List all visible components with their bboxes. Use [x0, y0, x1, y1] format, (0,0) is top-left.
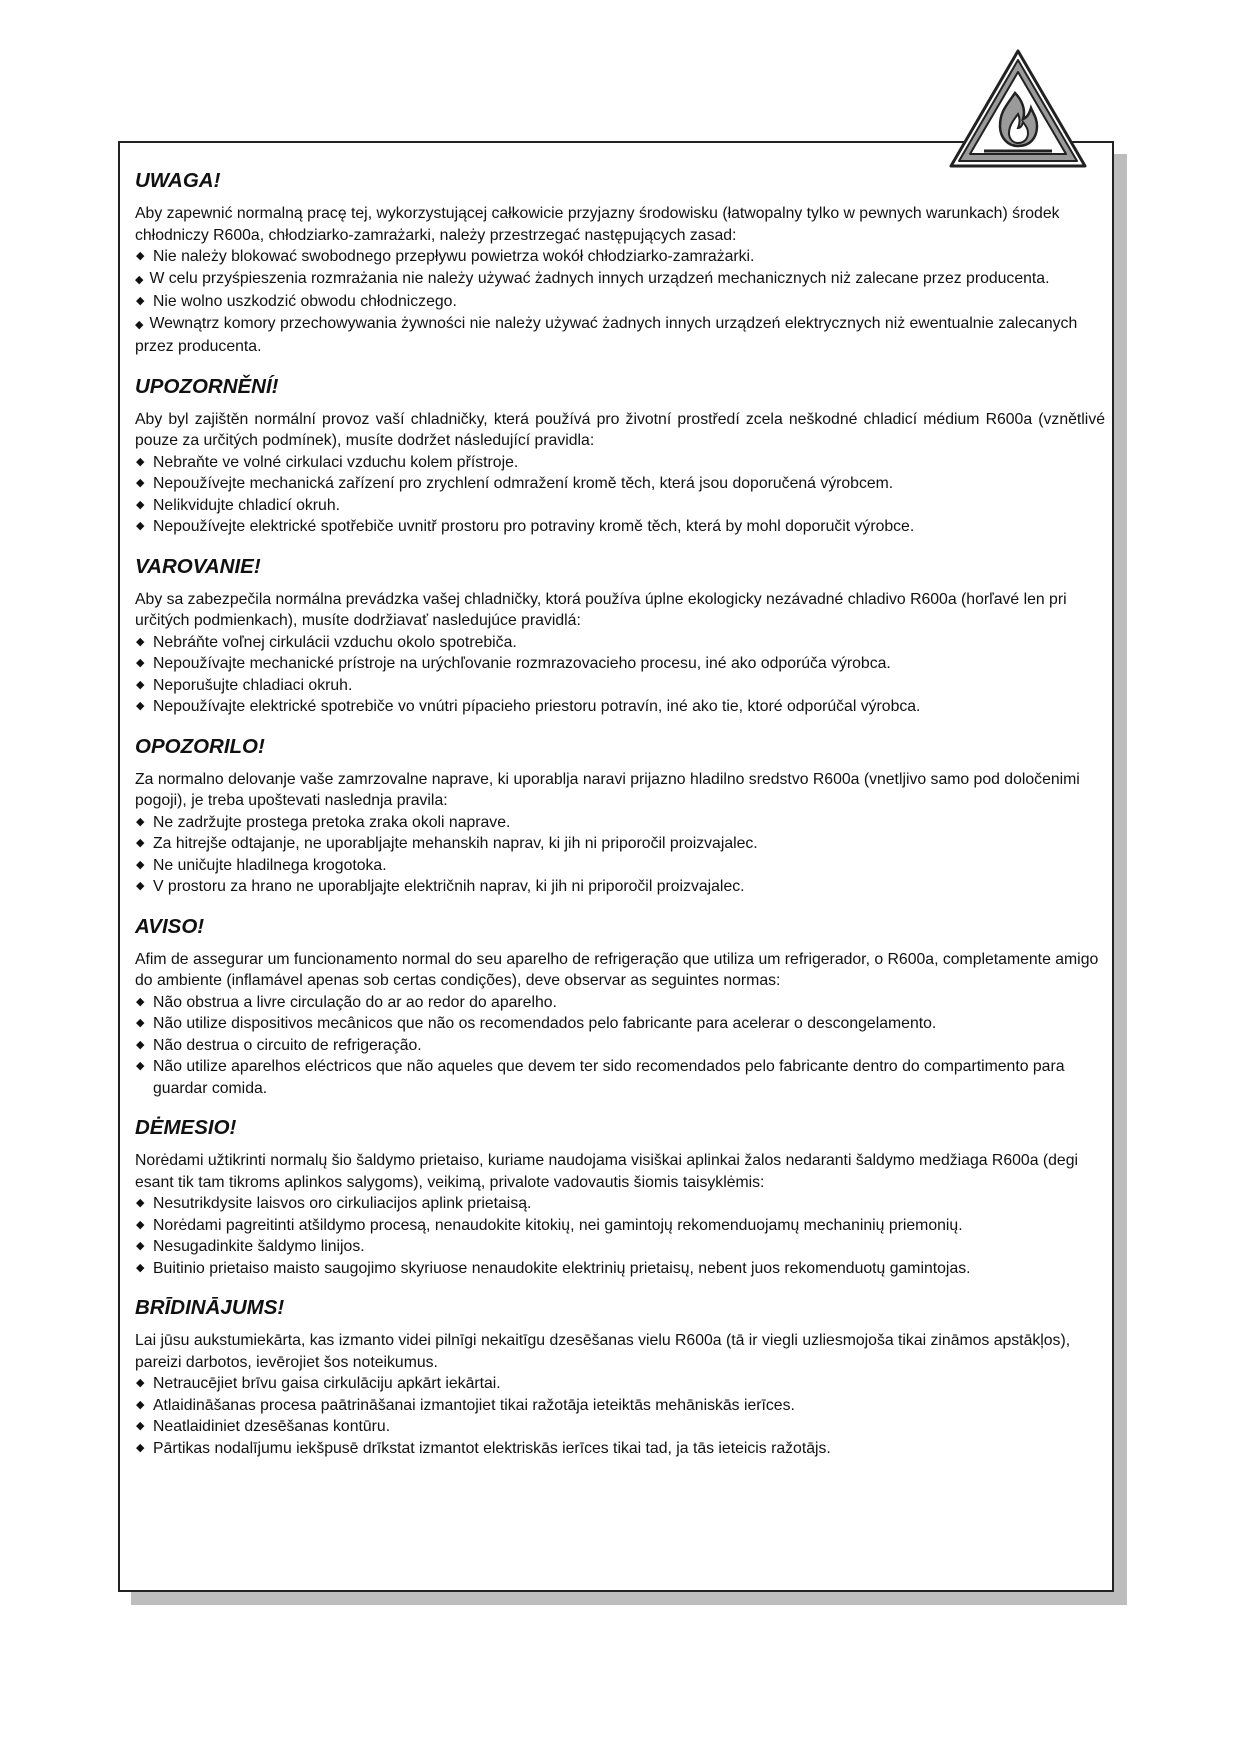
bullet-icon: ◆ [136, 1197, 145, 1209]
bullet-icon: ◆ [136, 520, 145, 532]
bullet-icon: ◆ [136, 837, 145, 849]
bullet-icon: ◆ [135, 273, 144, 286]
list-item: ◆ Nepoužívajte elektrické spotrebiče vo vnútri pípacieho priestoru potravín, iné ako tie, ktoré odporúčal výrobca. [135, 696, 1105, 718]
list-item: ◆ Buitinio prietaiso maisto saugojimo skyriuose nenaudokite elektrinių prietaisų, nebent juos rekomenduotų gamintojas. [135, 1258, 1105, 1280]
bullet-list [135, 812, 1105, 898]
list-item: ◆ Nesutrikdysite laisvos oro cirkuliacijos aplink prietaisą. [135, 1193, 1105, 1215]
list-item: ◆ Não utilize dispositivos mecânicos que não os recomendados pelo fabricante para acelerar o descongelamento. [135, 1013, 1105, 1035]
bullet-list [135, 632, 1105, 718]
bullet-icon: ◆ [135, 318, 144, 331]
section-intro: Za normalno delovanje vaše zamrzovalne naprave, ki uporablja naravi prijazno hladilno sredstvo R600a (vnetljivo samo pod določenimi pogoji), je treba upoštevati naslednja pravila: [135, 770, 1080, 809]
bullet-icon: ◆ [136, 1240, 145, 1252]
list-item: ◆ Za hitrejše odtajanje, ne uporabljajte mehanskih naprav, ki jih ni priporočil proizvajalec. [135, 833, 1105, 855]
bullet-icon: ◆ [136, 1441, 145, 1454]
section-title: OPOZORILO! [135, 734, 265, 758]
section-title: UWAGA! [135, 169, 221, 192]
bullet-icon: ◆ [136, 815, 145, 828]
list-item: ◆ Netraucējiet brīvu gaisa cirkulāciju apkārt iekārtai. [135, 1373, 1105, 1395]
section-intro: Norėdami užtikrinti normalų šio šaldymo prietaiso, kuriame naudojama visiškai aplinkai žalos nedaranti šaldymo medžiaga R600a (degi esant tik tam tikroms aplinkos salygoms), veikimą, privalote vadovautis šiomis taisyklėmis: [135, 1152, 1079, 1191]
list-item: ◆ W celu przyśpieszenia rozmrażania nie należy używać żadnych innych urządzeń mechanicznych niż zalecane przez producenta. [135, 269, 1050, 287]
list-item: ◆ Atlaidināšanas procesa paātrināšanai izmantojiet tikai ražotāja ieteiktās mehāniskās ierīces. [135, 1395, 1105, 1417]
bullet-icon: ◆ [136, 1017, 145, 1029]
bullet-icon: ◆ [136, 995, 145, 1008]
content [135, 168, 1105, 1475]
list-item: ◆ Nepoužívejte mechanická zařízení pro zrychlení odmražení kromě těch, která jsou doporučená výrobcem. [135, 473, 1105, 495]
section-uwaga [135, 168, 1105, 358]
bullet-list [135, 1373, 1105, 1459]
bullet-icon: ◆ [136, 657, 145, 669]
bullet-list [135, 992, 1105, 1100]
list-item: ◆ Não obstrua a livre circulação do ar ao redor do aparelho. [135, 992, 1105, 1014]
bullet-list [135, 246, 1105, 358]
list-item: ◆ V prostoru za hrano ne uporabljajte električnih naprav, ki jih ni priporočil proizvajalec. [135, 876, 1105, 898]
list-item: ◆ Neatlaidiniet dzesēšanas kontūru. [135, 1416, 1105, 1438]
section-aviso [135, 914, 1105, 1100]
bullet-icon: ◆ [136, 295, 145, 307]
section-intro: Aby byl zajištěn normální provoz vaší chladničky, která používá pro životní prostředí zcela neškodné chladicí médium R600a (vznětlivé pouze za určitých podmínek), musíte dodržet následující pravidla: [135, 410, 1105, 449]
bullet-icon: ◆ [136, 1261, 145, 1274]
list-item: ◆ Não destrua o circuito de refrigeração. [135, 1035, 1105, 1057]
section-title: UPOZORNĚNÍ! [135, 374, 279, 398]
bullet-icon: ◆ [136, 635, 145, 648]
bullet-list [135, 452, 1105, 538]
section-varovanie [135, 554, 1105, 718]
list-item: ◆ Wewnątrz komory przechowywania żywności nie należy używać żadnych innych urządzeń elektrycznych niż ewentualnie zalecanych przez producenta. [135, 314, 1078, 355]
bullet-icon: ◆ [136, 1420, 145, 1432]
section-title: VAROVANIE! [135, 554, 261, 578]
bullet-icon: ◆ [136, 498, 145, 511]
section-opozorilo [135, 734, 1105, 898]
list-item: ◆ Nelikvidujte chladicí okruh. [135, 495, 1105, 517]
bullet-icon: ◆ [136, 1377, 145, 1389]
list-item: ◆ Pārtikas nodalījumu iekšpusē drīkstat izmantot elektriskās ierīces tikai tad, ja tās ieteicis ražotājs. [135, 1438, 1105, 1460]
list-item: ◆ Nebráňte voľnej cirkulácii vzduchu okolo spotrebiča. [135, 632, 1105, 654]
bullet-icon: ◆ [136, 858, 145, 871]
section-upozorneni [135, 374, 1105, 538]
flammable-warning-icon [948, 48, 1088, 170]
bullet-icon: ◆ [136, 1398, 145, 1411]
bullet-icon: ◆ [136, 1060, 145, 1072]
section-title: AVISO! [135, 914, 205, 938]
bullet-icon: ◆ [136, 1038, 145, 1051]
bullet-list [135, 1193, 1105, 1279]
section-bridinajums [135, 1295, 1105, 1459]
list-item: ◆ Nie należy blokować swobodnego przepływu powietrza wokół chłodziarko-zamrażarki. [135, 246, 1105, 268]
section-demesio [135, 1115, 1105, 1279]
list-item: ◆ Ne zadržujte prostega pretoka zraka okoli naprave. [135, 812, 1105, 834]
section-intro: Aby zapewnić normalną pracę tej, wykorzystującej całkowicie przyjazny środowisku (łatwopalny tylko w pewnych warunkach) środek chłodniczy R600a, chłodziarko-zamrażarki, należy przestrzegać następujących zasad: [135, 205, 1060, 244]
list-item: ◆ Neporušujte chladiaci okruh. [135, 675, 1105, 697]
list-item: ◆ Nepoužívejte elektrické spotřebiče uvnitř prostoru pro potraviny kromě těch, která by mohl doporučit výrobce. [135, 516, 1105, 538]
list-item: ◆ Nesugadinkite šaldymo linijos. [135, 1236, 1105, 1258]
bullet-icon: ◆ [136, 700, 145, 712]
section-title: DĖMESIO! [135, 1116, 237, 1139]
bullet-icon: ◆ [136, 678, 145, 691]
list-item: ◆ Norėdami pagreitinti atšildymo procesą, nenaudokite kitokių, nei gamintojų rekomenduojamų mechaninių priemonių. [135, 1215, 1105, 1237]
section-intro: Aby sa zabezpečila normálna prevádzka vašej chladničky, ktorá používa úplne ekologicky nezávadné chladivo R600a (horľavé len pri určitých podmienkach), musíte dodržiavať nasledujúce pravidlá: [135, 590, 1067, 629]
section-title: BRĪDINĀJUMS! [135, 1296, 285, 1319]
list-item: ◆ Nebraňte ve volné cirkulaci vzduchu kolem přístroje. [135, 452, 1105, 474]
list-item: ◆ Nie wolno uszkodzić obwodu chłodniczego. [135, 291, 1105, 313]
bullet-icon: ◆ [136, 455, 145, 468]
list-item: ◆ Nepoužívajte mechanické prístroje na urýchľovanie rozmrazovacieho procesu, iné ako odporúča výrobca. [135, 653, 1105, 675]
section-intro: Afim de assegurar um funcionamento normal do seu aparelho de refrigeração que utiliza um refrigerador, o R600a, completamente amigo do ambiente (inflamável apenas sob certas condições), deve observar as seguintes normas: [135, 950, 1099, 989]
bullet-icon: ◆ [136, 1218, 145, 1231]
bullet-icon: ◆ [136, 250, 145, 262]
bullet-icon: ◆ [136, 880, 145, 892]
list-item: ◆ Ne uničujte hladilnega krogotoka. [135, 855, 1105, 877]
list-item: ◆ Não utilize aparelhos eléctricos que não aqueles que devem ter sido recomendados pelo fabricante dentro do compartimento para guardar comida. [136, 1058, 1065, 1097]
bullet-icon: ◆ [136, 477, 145, 489]
section-intro: Lai jūsu aukstumiekārta, kas izmanto videi pilnīgi nekaitīgu dzesēšanas vielu R600a (tā ir viegli uzliesmojoša tikai zināmos apstākļos), pareizi darbotos, ievērojiet šos noteikumus. [135, 1332, 1071, 1371]
